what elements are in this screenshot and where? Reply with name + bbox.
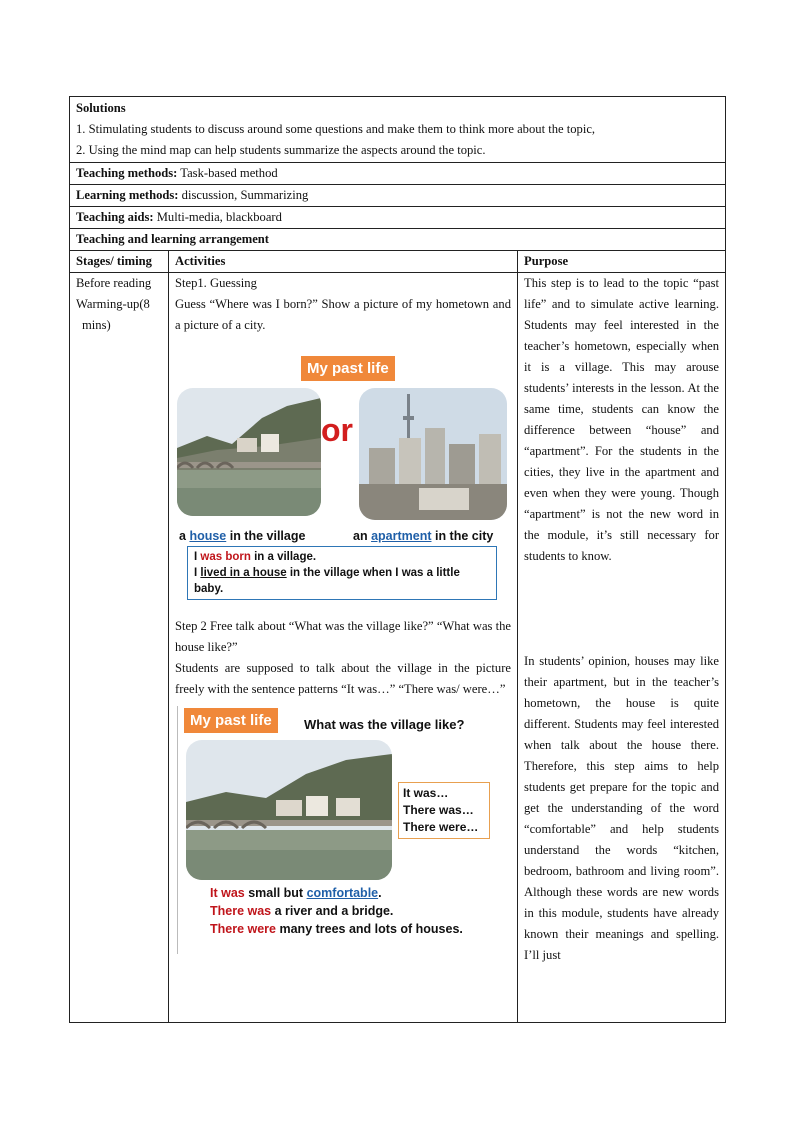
column-header-row (70, 251, 726, 273)
col-activities-header: Activities (175, 254, 226, 268)
desc-line-1 (210, 884, 463, 902)
teaching-methods-label: Teaching methods: (76, 166, 178, 180)
l2-post: a river and a bridge. (271, 904, 394, 918)
stage-line-3: mins) (82, 318, 111, 332)
l2-key: There was (210, 904, 272, 918)
village-photo (177, 388, 321, 516)
born-sentence-2 (194, 565, 490, 597)
or-text: or (321, 412, 353, 448)
s2-post: in the village when I was a little baby. (194, 567, 460, 595)
teaching-aids-label: Teaching aids: (76, 210, 154, 224)
step2-text: Students are supposed to talk about the village in the picture freely with the sentence patterns “It was…” “There was/ were…” (175, 661, 511, 696)
solutions-line-2: 2. Using the mind map can help students summarize the aspects around the topic. (76, 143, 486, 157)
l1-key2: comfortable (306, 886, 379, 900)
desc-line-3 (210, 920, 463, 938)
learning-methods-value: discussion, Summarizing (178, 188, 309, 202)
caption-right-pre: an (353, 529, 372, 543)
l1-end: . (378, 886, 382, 900)
teaching-methods-value: Task-based method (177, 166, 278, 180)
arrangement-heading: Teaching and learning arrangement (76, 232, 269, 246)
col-stages-header: Stages/ timing (76, 254, 152, 268)
caption-apartment-city (353, 526, 493, 547)
s2-pre: I (194, 567, 201, 579)
caption-right-post: in the city (431, 529, 494, 543)
step1-text: Guess “Where was I born?” Show a picture of my hometown and a picture of a city. (175, 297, 511, 332)
caption-left-post: in the village (226, 529, 306, 543)
pattern-it-was: It was… (403, 786, 449, 800)
s1-post: in a village. (250, 551, 317, 563)
caption-house-keyword: house (189, 529, 227, 543)
solutions-line-1: 1. Stimulating students to discuss around some questions and make them to think more about the topic, (76, 122, 596, 136)
warming-up-row (70, 273, 726, 1023)
learning-methods-row (70, 185, 726, 207)
stage-line-1: Before reading (76, 276, 152, 290)
l1-mid: small but (244, 886, 307, 900)
teaching-aids-row (70, 207, 726, 229)
col-purpose-header: Purpose (524, 254, 569, 268)
slide1-title-tag: My past life (301, 356, 395, 381)
caption-house-village (179, 526, 305, 547)
caption-left-pre: a (179, 529, 190, 543)
solutions-heading: Solutions (76, 101, 126, 115)
teaching-methods-row (70, 163, 726, 185)
arrangement-row (70, 229, 726, 251)
purpose-step2: In students’ opinion, houses may like their apartment, but in the teacher’s hometown, the house is quite different. Students may feel interested when talk about the house there. Therefore, this step aims to help students get prepare for the topic and get the understanding of the word “comfortable” and help students understand the words “kitchen, bedroom, bathroom and living room”. Although these words are new words in this module, students have already known their meanings and spelling. I’ll just (524, 654, 720, 962)
stage-line-2: Warming-up(8 (76, 297, 150, 311)
caption-apartment-keyword: apartment (371, 529, 432, 543)
slide2-title-tag: My past life (184, 708, 278, 733)
l3-post: many trees and lots of houses. (276, 922, 463, 936)
slide-village-like (177, 706, 513, 954)
born-sentence-1 (194, 549, 490, 565)
village-description (210, 884, 463, 938)
slide2-question: What was the village like? (304, 717, 465, 732)
s1-pre: I (194, 551, 201, 563)
sentence-pattern-box (398, 782, 490, 839)
lesson-plan-table (69, 96, 726, 1023)
desc-line-2 (210, 902, 463, 920)
l1-key: It was (210, 886, 245, 900)
born-sentences-box (187, 546, 497, 600)
step2-title: Step 2 Free talk about “What was the village like?” “What was the house like?” (175, 619, 511, 654)
city-photo (359, 388, 507, 520)
pattern-there-were: There were… (403, 820, 479, 834)
l3-key: There were (210, 922, 277, 936)
learning-methods-label: Learning methods: (76, 188, 179, 202)
purpose-step1: This step is to lead to the topic “past life” and to simulate active learning. Students may feel interested in the teacher’s hometown, especially when it is a village. This may arouse students’ interests in the lesson. At the same time, students can know the difference between “house” and “apartment”. For the students in the cities, they live in the apartment and even when they were young. Though “apartment” is not the new word in the module, it’s still necessary for students to know. (524, 276, 720, 563)
teaching-aids-value: Multi-media, blackboard (153, 210, 282, 224)
pattern-there-was: There was… (403, 803, 474, 817)
solutions-row (70, 97, 726, 163)
s2-key: lived in a house (200, 567, 287, 579)
s1-key: was born (200, 551, 251, 563)
slide-hometown-or-city (175, 348, 510, 595)
village-photo-2 (186, 740, 392, 880)
step1-title: Step1. Guessing (175, 276, 257, 290)
